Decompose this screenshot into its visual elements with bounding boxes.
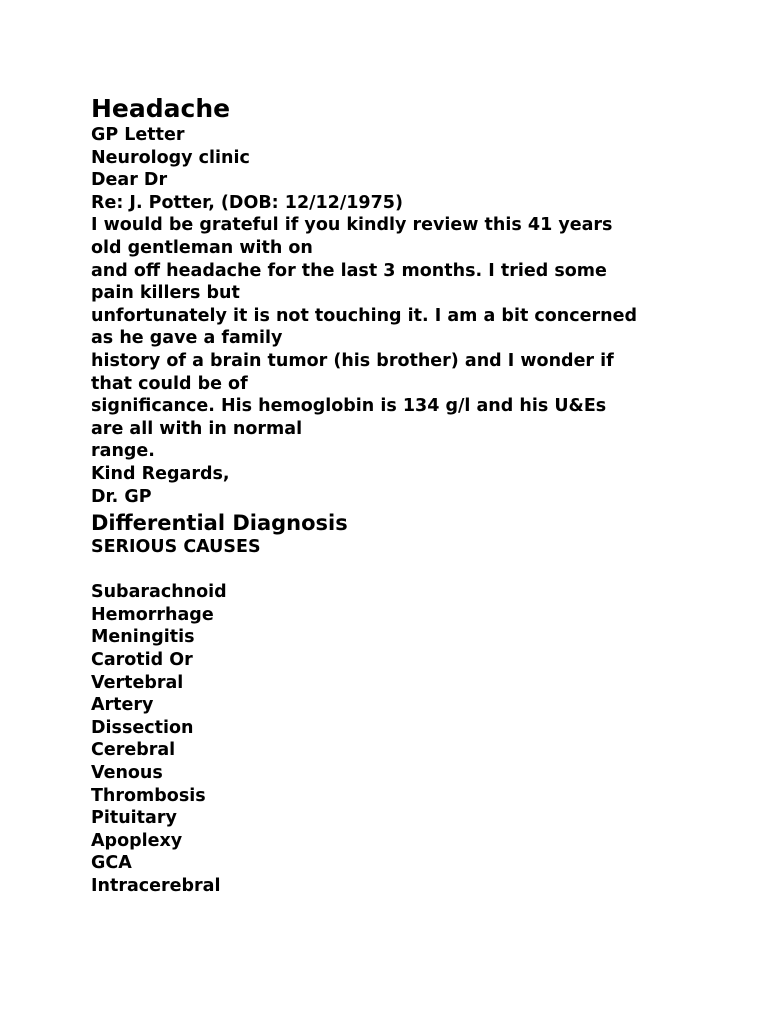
letter-line: Re: J. Potter, (DOB: 12/12/1975) [91,192,403,213]
gp-letter [91,124,691,508]
page-title: Headache [91,94,231,123]
letter-line: old gentleman with on [91,237,313,258]
letter-line: unfortunately it is not touching it. I am a bit concerned [91,305,637,326]
letter-line: and off headache for the last 3 months. I tried some [91,260,607,281]
list-item: Apoplexy [91,830,183,851]
letter-line: that could be of [91,373,248,394]
differential-heading: Differential Diagnosis [91,511,348,536]
letter-line: significance. His hemoglobin is 134 g/l and his U&Es [91,396,607,417]
letter-line: Dear Dr [91,170,168,191]
letter-signoff: Kind Regards, [91,463,230,484]
section-label: SERIOUS CAUSES [91,537,261,558]
letter-line: history of a brain tumor (his brother) and I wonder if [91,350,614,371]
letter-line: GP Letter [91,125,185,145]
list-item: Carotid Or [91,650,193,671]
letter-line: Neurology clinic [91,147,250,168]
blank-line [91,559,691,582]
list-item: GCA [91,853,132,874]
list-item: Thrombosis [91,785,206,806]
letter-line: are all with in normal [91,418,303,439]
list-item: Vertebral [91,672,184,693]
list-item: Hemorrhage [91,604,214,625]
letter-line: pain killers but [91,283,240,304]
letter-line: range. [91,441,155,462]
letter-signature: Dr. GP [91,486,152,507]
list-item: Dissection [91,717,194,738]
letter-line: as he gave a family [91,328,283,349]
list-item: Pituitary [91,808,177,829]
letter-line: I would be grateful if you kindly review this 41 years [91,215,613,236]
list-item: Artery [91,695,154,716]
list-item: Cerebral [91,740,176,761]
list-item: Intracerebral [91,876,221,896]
list-item: Venous [91,763,163,784]
diagnosis-list [91,581,691,897]
document-body [91,94,691,898]
list-item: Subarachnoid [91,582,227,603]
list-item: Meningitis [91,627,195,648]
